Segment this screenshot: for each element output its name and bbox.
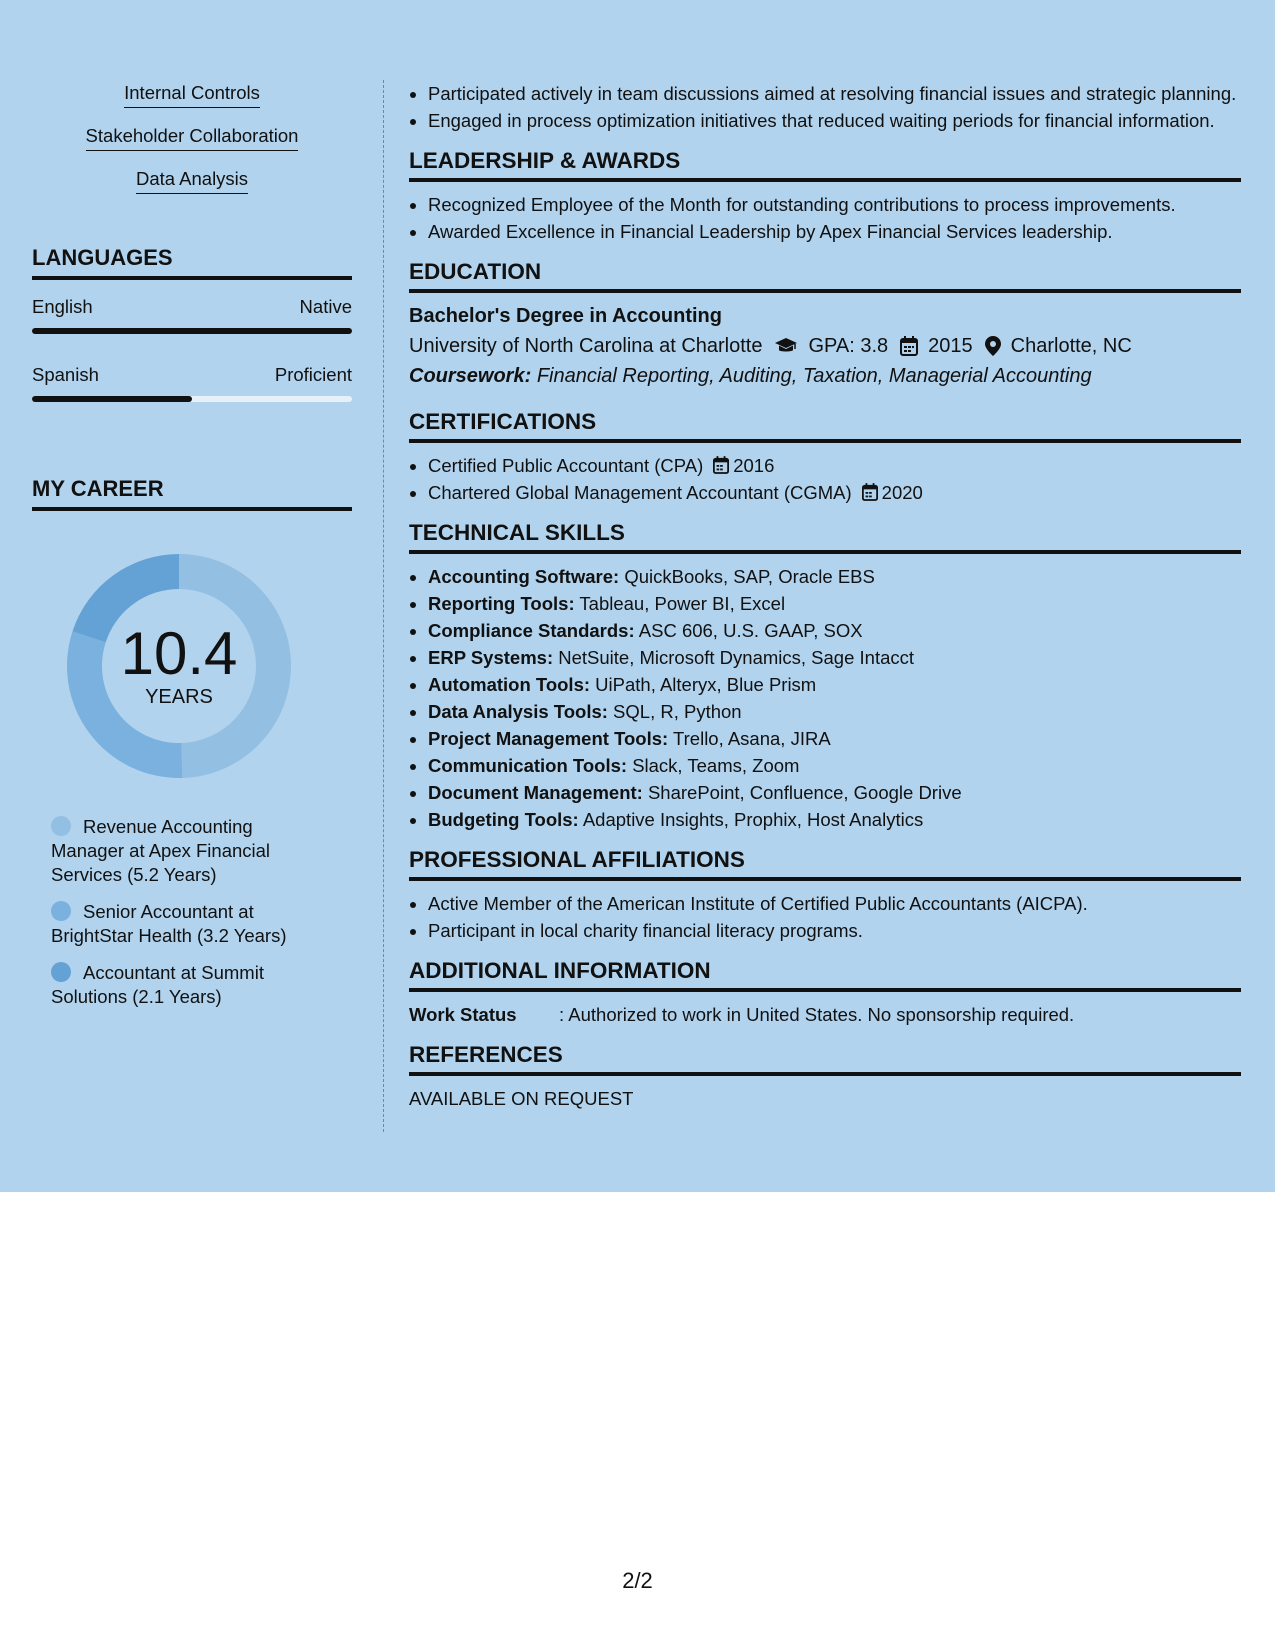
- technical-skills-heading: TECHNICAL SKILLS: [409, 518, 1241, 554]
- bullet-item: • Active Member of the American Institute of Certified Public Accountants (AICPA).: [428, 890, 1241, 917]
- language-name: English: [32, 296, 93, 317]
- references-heading: REFERENCES: [409, 1040, 1241, 1076]
- tech-skill-label: Project Management Tools:: [428, 728, 669, 749]
- tech-skill-value: SQL, R, Python: [613, 701, 742, 722]
- tech-skill-item: [428, 725, 1241, 752]
- tech-skill-label: Automation Tools:: [428, 674, 591, 695]
- education-coursework: [409, 361, 1241, 391]
- tech-skill-value: Tableau, Power BI, Excel: [579, 593, 786, 614]
- education-year: 2015: [928, 335, 973, 357]
- tech-skill-label: Data Analysis Tools:: [428, 701, 608, 722]
- tech-skill-value: QuickBooks, SAP, Oracle EBS: [624, 566, 875, 587]
- legend-dot-icon: [51, 901, 71, 921]
- languages-heading: LANGUAGES: [32, 243, 352, 280]
- career-heading: MY CAREER: [32, 474, 352, 511]
- career-legend-label: Revenue Accounting Manager at Apex Financial Services (5.2 Years): [51, 816, 271, 885]
- graduation-cap-icon: [774, 337, 798, 355]
- career-legend-label: Accountant at Summit Solutions (2.1 Years): [51, 962, 264, 1007]
- tech-skill-item: [428, 590, 1241, 617]
- work-status-row: [409, 1001, 1241, 1028]
- career-legend-item: [51, 900, 321, 948]
- language-item: [32, 294, 352, 334]
- leadership-list: [409, 191, 1241, 245]
- page-number: 2/2: [622, 1568, 653, 1593]
- bullet-item: • Participated actively in team discussions aimed at resolving financial issues and strategic planning.: [428, 80, 1241, 107]
- tech-skill-item: [428, 698, 1241, 725]
- tech-skill-value: Adaptive Insights, Prophix, Host Analytics: [582, 809, 924, 830]
- language-level: Native: [299, 296, 352, 317]
- bullet-item: • Awarded Excellence in Financial Leadership by Apex Financial Services leadership.: [428, 218, 1241, 245]
- career-legend-item: [51, 961, 321, 1009]
- tech-skill-label: Budgeting Tools:: [428, 809, 579, 830]
- certification-item: [428, 452, 1241, 479]
- leadership-heading: LEADERSHIP & AWARDS: [409, 146, 1241, 182]
- skill-item: Internal Controls: [124, 80, 260, 108]
- bullet-item: • Recognized Employee of the Month for outstanding contributions to process improvements.: [428, 191, 1241, 218]
- legend-dot-icon: [51, 816, 71, 836]
- language-proficiency-bar: [32, 396, 352, 402]
- column-divider: [383, 80, 384, 1132]
- career-donut-chart: [66, 553, 292, 779]
- certifications-list: [409, 452, 1241, 506]
- tech-skill-value: NetSuite, Microsoft Dynamics, Sage Intacct: [558, 647, 915, 668]
- career-total-years: 10.4: [120, 620, 238, 687]
- additional-info-heading: ADDITIONAL INFORMATION: [409, 956, 1241, 992]
- certification-year: 2020: [881, 482, 923, 503]
- certification-name: Chartered Global Management Accountant (CGMA): [428, 482, 852, 503]
- career-legend: [32, 815, 321, 1009]
- tech-skill-item: [428, 644, 1241, 671]
- bullet-item: • Participant in local charity financial literacy programs.: [428, 917, 1241, 944]
- tech-skill-item: [428, 806, 1241, 833]
- references-text: AVAILABLE ON REQUEST: [409, 1088, 634, 1109]
- language-level: Proficient: [274, 364, 352, 385]
- language-proficiency-fill: [32, 396, 192, 402]
- education-heading: EDUCATION: [409, 257, 1241, 293]
- tech-skill-label: Accounting Software:: [428, 566, 620, 587]
- education-school: University of North Carolina at Charlotte: [409, 335, 763, 357]
- work-status-label: Work Status: [409, 1004, 517, 1025]
- sidebar: [32, 80, 352, 1022]
- bullet-item: • Engaged in process optimization initiatives that reduced waiting periods for financial information.: [428, 107, 1241, 134]
- legend-dot-icon: [51, 962, 71, 982]
- affiliations-heading: PROFESSIONAL AFFILIATIONS: [409, 845, 1241, 881]
- tech-skill-item: [428, 671, 1241, 698]
- education-gpa: GPA: 3.8: [808, 335, 889, 357]
- tech-skill-item: [428, 779, 1241, 806]
- tech-skill-label: ERP Systems:: [428, 647, 554, 668]
- location-pin-icon: [985, 336, 1001, 356]
- tech-skill-label: Document Management:: [428, 782, 643, 803]
- tech-skill-item: [428, 617, 1241, 644]
- experience-bullets: [409, 80, 1241, 134]
- technical-skills-list: [409, 563, 1241, 833]
- language-name: Spanish: [32, 364, 99, 385]
- career-legend-label: Senior Accountant at BrightStar Health (3.2 Years): [51, 901, 287, 946]
- tech-skill-value: ASC 606, U.S. GAAP, SOX: [638, 620, 863, 641]
- education-degree: Bachelor's Degree in Accounting: [409, 305, 722, 327]
- tech-skill-value: SharePoint, Confluence, Google Drive: [647, 782, 962, 803]
- education-location: Charlotte, NC: [1010, 335, 1132, 357]
- coursework-label: Coursework:: [409, 365, 532, 387]
- language-proficiency-bar: [32, 328, 352, 334]
- skills-list: [32, 80, 352, 209]
- language-proficiency-fill: [32, 328, 352, 334]
- skill-item: Stakeholder Collaboration: [86, 123, 299, 151]
- tech-skill-value: Trello, Asana, JIRA: [673, 728, 831, 749]
- tech-skill-item: [428, 752, 1241, 779]
- affiliations-list: [409, 890, 1241, 944]
- calendar-icon: [900, 336, 918, 356]
- career-legend-item: [51, 815, 321, 887]
- tech-skill-value: UiPath, Alteryx, Blue Prism: [595, 674, 817, 695]
- tech-skill-label: Reporting Tools:: [428, 593, 575, 614]
- work-status-value: : Authorized to work in United States. No sponsorship required.: [559, 1004, 1075, 1025]
- main-content: [409, 80, 1241, 1112]
- certification-name: Certified Public Accountant (CPA): [428, 455, 704, 476]
- tech-skill-label: Compliance Standards:: [428, 620, 635, 641]
- tech-skill-value: Slack, Teams, Zoom: [632, 755, 800, 776]
- certification-year: 2016: [733, 455, 775, 476]
- skill-item: Data Analysis: [136, 166, 248, 194]
- tech-skill-label: Communication Tools:: [428, 755, 628, 776]
- certifications-heading: CERTIFICATIONS: [409, 407, 1241, 443]
- education-details: [409, 331, 1241, 361]
- calendar-icon: [713, 456, 729, 474]
- calendar-icon: [862, 483, 878, 501]
- tech-skill-item: [428, 563, 1241, 590]
- certification-item: [428, 479, 1241, 506]
- career-years-unit: YEARS: [145, 686, 213, 708]
- coursework-value: Financial Reporting, Auditing, Taxation, Managerial Accounting: [536, 365, 1092, 387]
- language-item: [32, 362, 352, 402]
